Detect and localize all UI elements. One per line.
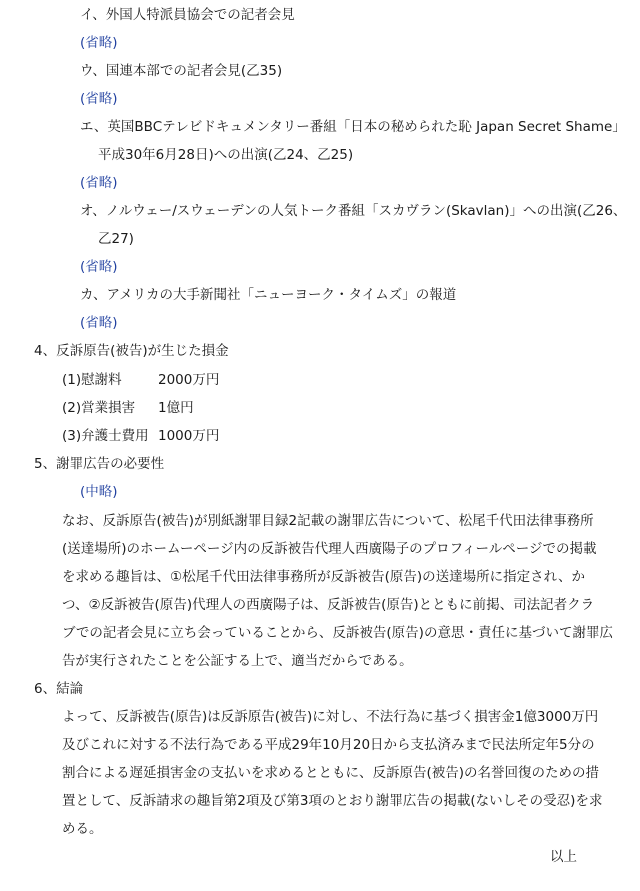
damages-amount: 1億円 [158,400,194,416]
media-item-ka: カ、アメリカの大手新聞社「ニューヨーク・タイムズ」の報道 [80,287,457,303]
damages-amount: 1000万円 [158,428,220,444]
damages-label: (1)慰謝料 [62,372,122,388]
omitted-note: (省略) [80,35,118,51]
media-item-e-line1: エ、英国BBCテレビドキュメンタリー番組「日本の秘められた恥 Japan Secret Shame」 [80,119,626,135]
damages-row [62,371,282,389]
conclusion-paragraph-line: 及びこれに対する不法行為である平成29年10月20日から支払済みまで民法所定年5分の [62,737,595,753]
damages-label: (2)営業損害 [62,400,136,416]
damages-heading: 4、反訴原告(被告)が生じた損金 [34,343,229,359]
conclusion-paragraph-line: める。 [62,821,103,837]
conclusion-paragraph-line: 割合による遅延損害金の支払いを求めるとともに、反訴原告(被告)の名誉回復のための措 [62,765,600,781]
apology-paragraph-line: なお、反訴原告(被告)が別紙謝罪目録2記載の謝罪広告について、松尾千代田法律事務所 [62,513,594,529]
omitted-note: (省略) [80,91,118,107]
apology-paragraph-line: 告が実行されたことを公証する上で、適当だからである。 [62,653,413,669]
apology-heading: 5、謝罪広告の必要性 [34,456,165,472]
conclusion-heading: 6、結論 [34,681,84,697]
damages-row [62,399,282,417]
apology-paragraph-line: を求める趣旨は、①松尾千代田法律事務所が反訴被告(原告)の送達場所に指定され、か [62,569,585,585]
damages-amount: 2000万円 [158,372,220,388]
conclusion-paragraph-line: よって、反訴被告(原告)は反訴原告(被告)に対し、不法行為に基づく損害金1億3000万円 [62,709,599,725]
media-item-i: イ、外国人特派員協会での記者会見 [80,7,295,23]
middle-omitted-note: (中略) [80,484,118,500]
media-item-o-line1: オ、ノルウェー/スウェーデンの人気トーク番組「スカヴラン(Skavlan)」への出演(乙26、 [80,203,627,219]
damages-label: (3)弁護士費用 [62,428,149,444]
omitted-note: (省略) [80,315,118,331]
apology-paragraph-line: (送達場所)のホームーページ内の反訴被告代理人西廣陽子のプロフィールページでの掲載 [62,541,597,557]
apology-paragraph-line: つ、②反訴被告(原告)代理人の西廣陽子は、反訴被告(原告)とともに前掲、司法記者クラ [62,597,595,613]
media-item-u: ウ、国連本部での記者会見(乙35) [80,63,283,79]
damages-row [62,427,282,445]
media-item-o-line2: 乙27) [98,231,134,247]
closing-remark: 以上 [550,849,577,865]
apology-paragraph-line: ブでの記者会見に立ち会っていることから、反訴被告(原告)の意思・責任に基づいて謝罪広 [62,625,613,641]
omitted-note: (省略) [80,175,118,191]
conclusion-paragraph-line: 置として、反訴請求の趣旨第2項及び第3項のとおり謝罪広告の掲載(ないしその受忍)を求 [62,793,603,809]
omitted-note: (省略) [80,259,118,275]
media-item-e-line2: 平成30年6月28日)への出演(乙24、乙25) [98,147,354,163]
